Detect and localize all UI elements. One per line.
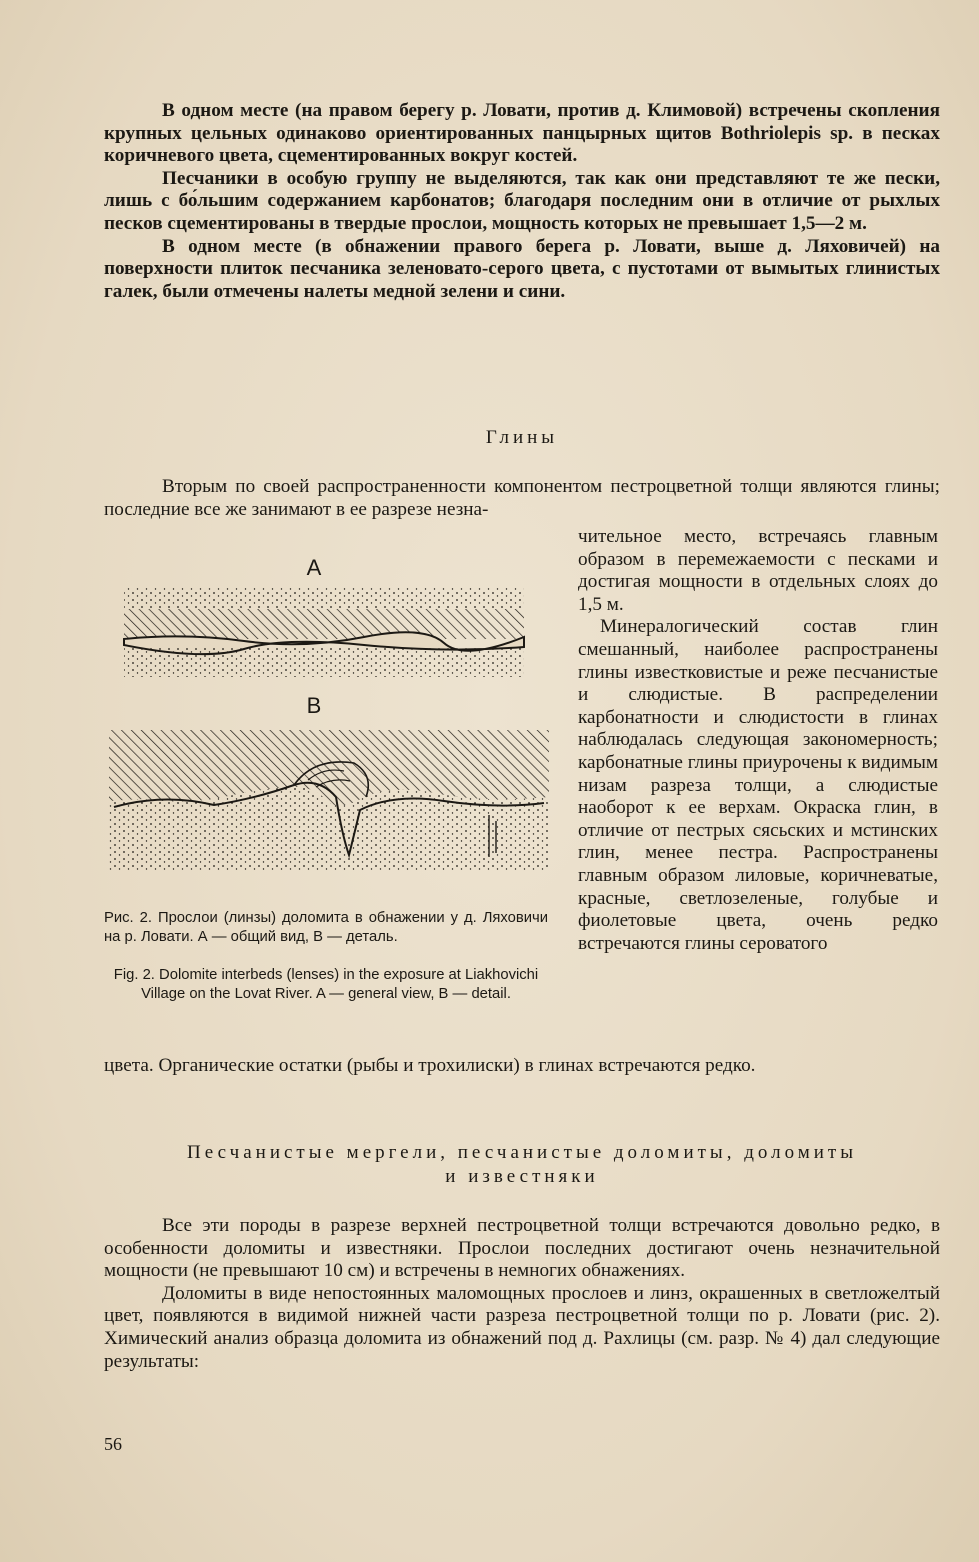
figure-label-b: В (306, 693, 322, 718)
paragraph-bothriolepis: В одном месте (на правом берегу р. Ловати, против д. Климовой) встречены скопления крупных цельных одинаково ориентированных панцырных щитов Bothriolepis sp. в песках коричневого цвета, сцементированных вокруг костей. (104, 100, 940, 167)
section-heading-marls-line1: Песчанистые мергели, песчанистые доломиты, доломиты (186, 1142, 857, 1163)
diagram-b (109, 730, 549, 870)
clays-wrap-block (578, 526, 938, 955)
clays-wrap-paragraph-2: Минералогический состав глин смешанный, наиболее распространены глины известковистые и реже песчанистые и слюдистые. В распределении карбонатности и слюдистости в глинах наблюдалась следующая закономерность; карбонатные глины приурочены к видимым низам разреза толщи, а слюдистые наоборот к ее верхам. Окраска глин, в отличие от пестрых сясьских и мстинских глин, менее пестра. Распространены главным образом лиловые, коричневатые, красные, светлозеленые, голубые и фиолетовые цвета, очень редко встречаются глины сероватого (578, 616, 938, 954)
page-number: 56 (104, 1434, 122, 1454)
paragraph-sandstones: Песчаники в особую группу не выделяются, так как они представляют те же пески, лишь с бо́льшим содержанием карбонатов; благодаря последним они в отличие от рыхлых песков сцементированы в твердые прослои, мощность которых не превышает 1,5—2 м. (104, 167, 940, 234)
section-heading-marls (104, 1141, 940, 1189)
dolomite-lens-illustration (104, 535, 564, 880)
figure-caption-ru: Рис. 2. Прослои (линзы) доломита в обнажении у д. Ляховичи на р. Ловати. А — общий вид, В — деталь. (104, 910, 548, 945)
marls-paragraph-1: Все эти породы в разрезе верхней пестроцветной толщи встречаются довольно редко, в особенности доломиты и известняки. Прослои последних достигают очень незначительной мощности (не превышают 10 см) и встречены в немногих обнажениях. (104, 1215, 940, 1282)
paragraph-copper-stains: В одном месте (в обнажении правого берега р. Ловати, выше д. Ляховичей) на поверхности плиток песчаника зеленовато-серого цвета, с пустотами от вымытых глинистых галек, были отмечены налеты медной зелени и сини. (104, 235, 940, 302)
figure-caption-en: Fig. 2. Dolomite interbeds (lenses) in the exposure at Liakhovichi Village on the Lovat River. A — general view, B — detail. (113, 967, 539, 1002)
figure-label-a: А (306, 555, 322, 580)
diagram-a (124, 587, 524, 677)
marls-text-block (104, 1215, 940, 1373)
marls-paragraph-2: Доломиты в виде непостоянных маломощных прослоев и линз, окрашенных в светложелтый цвет, появляются в видимой нижней части разреза пестроцветной толщи по р. Ловати (рис. 2). Химический анализ образца доломита из обнажений под д. Рахлицы (см. разр. № 4) дал следующие результаты: (104, 1282, 940, 1372)
clays-intro-paragraph: Вторым по своей распространенности компонентом пестроцветной толщи являются глины; последние все же занимают в ее разрезе незна- (104, 476, 940, 520)
section-heading-clays: Глины (485, 427, 559, 448)
section-heading-marls-line2: и известняки (445, 1166, 599, 1187)
clays-continuation-paragraph: цвета. Органические остатки (рыбы и трохилиски) в глинах встречаются редко. (104, 1055, 756, 1076)
top-text-block (104, 100, 940, 303)
clays-wrap-paragraph-1: чительное место, встречаясь главным образом в перемежаемости с песками и достигая мощности в отдельных слоях до 1,5 м. (578, 526, 938, 615)
clays-continuation-block (104, 1055, 940, 1078)
clays-intro-block (104, 476, 940, 521)
